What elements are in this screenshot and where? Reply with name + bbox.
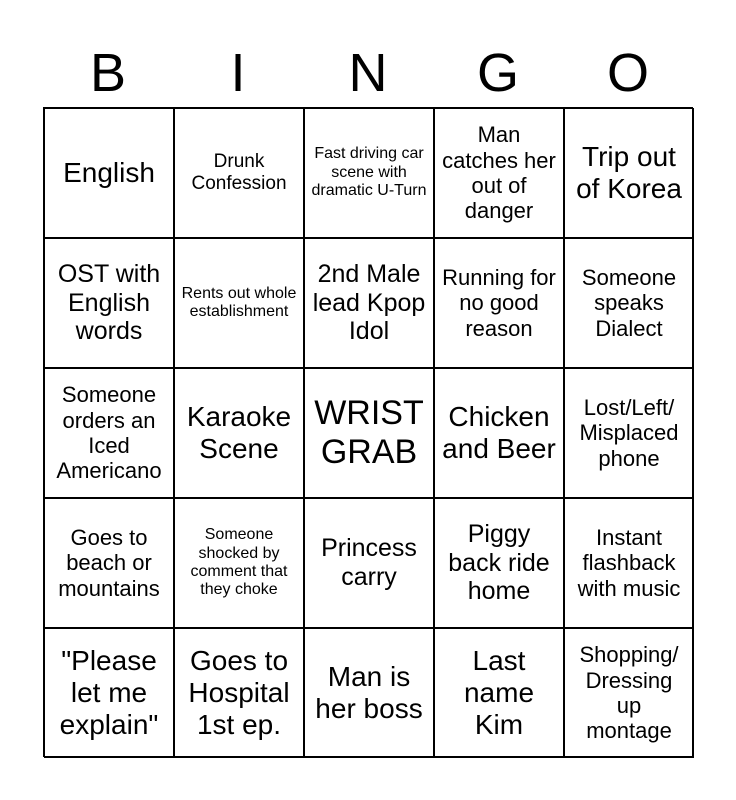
free-space-cell[interactable]: WRIST GRAB	[304, 368, 434, 498]
bingo-cell[interactable]: Karaoke Scene	[174, 368, 304, 498]
bingo-cell[interactable]: Drunk Confession	[174, 108, 304, 238]
header-letter-b: B	[89, 43, 127, 103]
bingo-cell[interactable]: 2nd Male lead Kpop Idol	[304, 238, 434, 368]
bingo-cell[interactable]: Shopping/ Dressing up montage	[564, 628, 694, 758]
bingo-cell[interactable]: Someone speaks Dialect	[564, 238, 694, 368]
header-letter-n: N	[348, 43, 388, 103]
bingo-cell[interactable]: English	[44, 108, 174, 238]
bingo-header	[43, 40, 693, 106]
bingo-cell[interactable]: Goes to beach or mountains	[44, 498, 174, 628]
bingo-cell[interactable]: OST with English words	[44, 238, 174, 368]
header-letter-g: G	[476, 43, 519, 103]
bingo-cell[interactable]: "Please let me explain"	[44, 628, 174, 758]
bingo-cell[interactable]: Rents out whole establishment	[174, 238, 304, 368]
bingo-cell[interactable]: Someone shocked by comment that they choke	[174, 498, 304, 628]
bingo-cell[interactable]: Fast driving car scene with dramatic U-Turn	[304, 108, 434, 238]
bingo-cell[interactable]: Lost/Left/ Misplaced phone	[564, 368, 694, 498]
bingo-cell[interactable]: Goes to Hospital 1st ep.	[174, 628, 304, 758]
bingo-cell[interactable]: Princess carry	[304, 498, 434, 628]
bingo-cell[interactable]: Trip out of Korea	[564, 108, 694, 238]
bingo-cell[interactable]: Man is her boss	[304, 628, 434, 758]
bingo-cell[interactable]: Someone orders an Iced Americano	[44, 368, 174, 498]
header-letter-o: O	[606, 43, 649, 103]
bingo-cell[interactable]: Running for no good reason	[434, 238, 564, 368]
bingo-cell[interactable]: Piggy back ride home	[434, 498, 564, 628]
bingo-cell[interactable]: Last name Kim	[434, 628, 564, 758]
header-letter-i: I	[230, 43, 246, 103]
bingo-board	[43, 107, 693, 757]
bingo-cell[interactable]: Instant flashback with music	[564, 498, 694, 628]
bingo-cell[interactable]: Chicken and Beer	[434, 368, 564, 498]
bingo-cell[interactable]: Man catches her out of danger	[434, 108, 564, 238]
